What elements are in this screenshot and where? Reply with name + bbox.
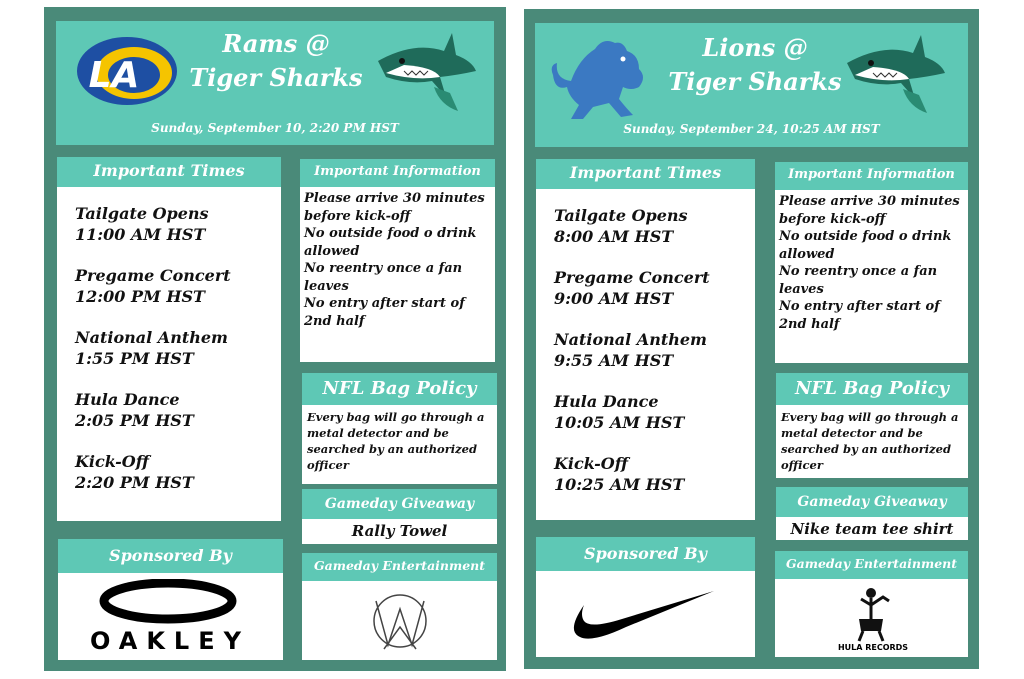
time-item: Kick-Off 2:20 PM HST — [75, 452, 194, 492]
shark-logo — [374, 31, 478, 115]
sponsor-heading: Sponsored By — [536, 537, 755, 571]
title-line1: Lions @ — [702, 33, 808, 62]
sponsor-panel — [536, 537, 755, 657]
flyer-lions — [524, 9, 979, 669]
important-info-panel — [300, 159, 495, 362]
info-item: No reentry once a fan leaves — [304, 261, 463, 294]
giveaway-panel — [302, 489, 497, 544]
info-item: No outside food o drink allowed — [779, 229, 952, 262]
flyer-header — [56, 21, 494, 145]
nike-swoosh-logo — [566, 587, 716, 647]
entertainment-heading: Gameday Entertainment — [302, 553, 497, 581]
bag-policy-panel — [776, 373, 968, 478]
bag-policy-panel — [302, 373, 497, 484]
oakley-logo — [68, 579, 273, 657]
sponsor-panel — [58, 539, 283, 660]
shark-logo — [843, 33, 947, 117]
flyer-rams — [44, 7, 506, 671]
bag-policy-text: Every bag will go through a metal detector and be searched by an authorized officer — [307, 410, 485, 472]
important-times-panel — [57, 157, 281, 521]
entertainment-panel — [302, 553, 497, 660]
owsla-logo — [370, 587, 430, 657]
time-item: Hula Dance 2:05 PM HST — [75, 390, 194, 430]
title-line2: Tiger Sharks — [189, 63, 363, 92]
entertainment-panel — [775, 551, 968, 657]
time-item: Kick-Off 10:25 AM HST — [554, 454, 685, 494]
giveaway-item: Nike team tee shirt — [790, 520, 954, 538]
important-times-heading: Important Times — [536, 159, 755, 189]
entertainment-logo-text: HULA RECORDS — [837, 643, 909, 652]
bag-policy-heading: NFL Bag Policy — [776, 373, 968, 405]
time-item: Pregame Concert 12:00 PM HST — [75, 266, 231, 306]
info-item: No entry after start of 2nd half — [779, 299, 940, 332]
bag-policy-text: Every bag will go through a metal detector and be searched by an authorized officer — [781, 410, 959, 472]
sponsor-name: OAKLEY — [90, 627, 250, 655]
lions-logo — [543, 35, 658, 125]
flyer-header — [535, 23, 968, 147]
important-info-heading: Important Information — [300, 159, 495, 187]
hula-records-logo — [833, 585, 913, 653]
title-line1: Rams @ — [222, 29, 330, 58]
time-item: Pregame Concert 9:00 AM HST — [554, 268, 710, 308]
time-item: Tailgate Opens 8:00 AM HST — [554, 206, 688, 246]
game-date: Sunday, September 24, 10:25 AM HST — [623, 122, 880, 136]
rams-logo — [74, 35, 180, 107]
important-info-panel — [775, 162, 968, 363]
time-item: Hula Dance 10:05 AM HST — [554, 392, 685, 432]
important-info-heading: Important Information — [775, 162, 968, 190]
important-times-panel — [536, 159, 755, 520]
time-item: National Anthem 9:55 AM HST — [554, 330, 707, 370]
info-item: No reentry once a fan leaves — [779, 264, 938, 297]
bag-policy-heading: NFL Bag Policy — [302, 373, 497, 405]
important-times-heading: Important Times — [57, 157, 281, 187]
giveaway-heading: Gameday Giveaway — [302, 489, 497, 519]
giveaway-item: Rally Towel — [351, 522, 448, 540]
sponsor-heading: Sponsored By — [58, 539, 283, 573]
info-item: No entry after start of 2nd half — [304, 296, 465, 329]
game-date: Sunday, September 10, 2:20 PM HST — [151, 121, 399, 135]
giveaway-heading: Gameday Giveaway — [776, 487, 968, 517]
time-item: National Anthem 1:55 PM HST — [75, 328, 228, 368]
info-item: Please arrive 30 minutes before kick-off — [779, 194, 960, 227]
rams-logo-text: LA — [88, 55, 140, 96]
entertainment-heading: Gameday Entertainment — [775, 551, 968, 579]
title-line2: Tiger Sharks — [668, 67, 842, 96]
giveaway-panel — [776, 487, 968, 540]
time-item: Tailgate Opens 11:00 AM HST — [75, 204, 209, 244]
info-item: Please arrive 30 minutes before kick-off — [304, 191, 485, 224]
info-item: No outside food o drink allowed — [304, 226, 477, 259]
